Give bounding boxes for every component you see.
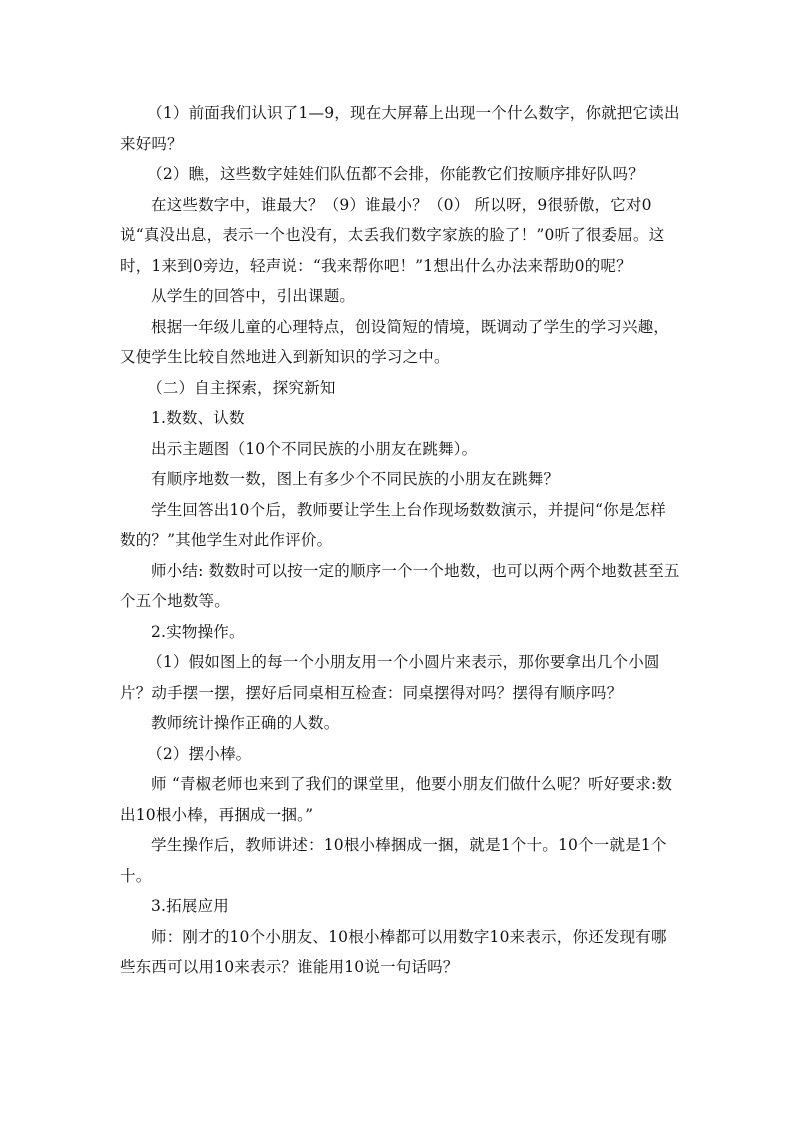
- paragraph-2: （2）瞧，这些数字娃娃们队伍都不会排，你能教它们按顺序排好队吗？: [147, 165, 644, 183]
- paragraph-11: 教师统计操作正确的人数。: [151, 714, 340, 732]
- paragraph-1: （1）前面我们认识了1—9，现在大屏幕上出现一个什么数字，你就把它读出来好吗？: [120, 104, 680, 153]
- subheading-2: 2.实物操作。: [151, 622, 245, 641]
- paragraph-6: 出示主题图（10个不同民族的小朋友在跳舞）。: [151, 439, 478, 458]
- paragraph-9: 师小结: 数数时可以按一定的顺序一个一个地数，也可以两个两个地数甚至五个五个地数等。: [120, 561, 680, 610]
- paragraph-15: 师：刚才的10个小朋友、10根小棒都可以用数字10来表示，你还发现有哪些东西可以用10来表示？谁能用10说一句话吗？: [120, 927, 667, 976]
- section-heading-2: （二）自主探索，探究新知: [147, 378, 336, 397]
- subheading-3: 3.拓展应用: [151, 897, 229, 915]
- paragraph-13: 师 “青椒老师也来到了我们的课堂里，他要小朋友们做什么呢？听好要求:数出10根小棒，再捆成一捆。”: [120, 775, 673, 824]
- paragraph-5: 根据一年级儿童的心理特点，创设简短的情境，既调动了学生的学习兴趣，又使学生比较自然地进入到新知识的学习之中。: [120, 317, 670, 366]
- paragraph-7: 有顺序地数一数，图上有多少个不同民族的小朋友在跳舞？: [151, 470, 560, 488]
- paragraph-14: 学生操作后，教师讲述：10根小棒捆成一捆，就是1个十。10个一就是1个十。: [120, 836, 667, 885]
- paragraph-10: （1）假如图上的每一个小朋友用一个小圆片来表示，那你要拿出几个小圆片？动手摆一摆，摆好后同桌相互检查：同桌摆得对吗？摆得有顺序吗？: [120, 653, 660, 702]
- paragraph-8: 学生回答出10个后，教师要让学生上台作现场数数演示，并提问“你是怎样数的？”其他学生对此作评价。: [120, 500, 666, 549]
- paragraph-12: （2）摆小棒。: [147, 744, 252, 763]
- paragraph-4: 从学生的回答中，引出课题。: [151, 287, 356, 305]
- paragraph-3: 在这些数字中，谁最大？（9）谁最小？（0） 所以呀，9很骄傲，它对0说“真没出息，表示一个也没有，太丢我们数字家族的脸了！”0听了很委屈。这时，1来到0旁边，轻声说：“我来帮你吧！”1想出什么办法来帮助0的呢？: [120, 195, 665, 275]
- document-body: [120, 98, 680, 983]
- subheading-1: 1.数数、认数: [151, 409, 245, 427]
